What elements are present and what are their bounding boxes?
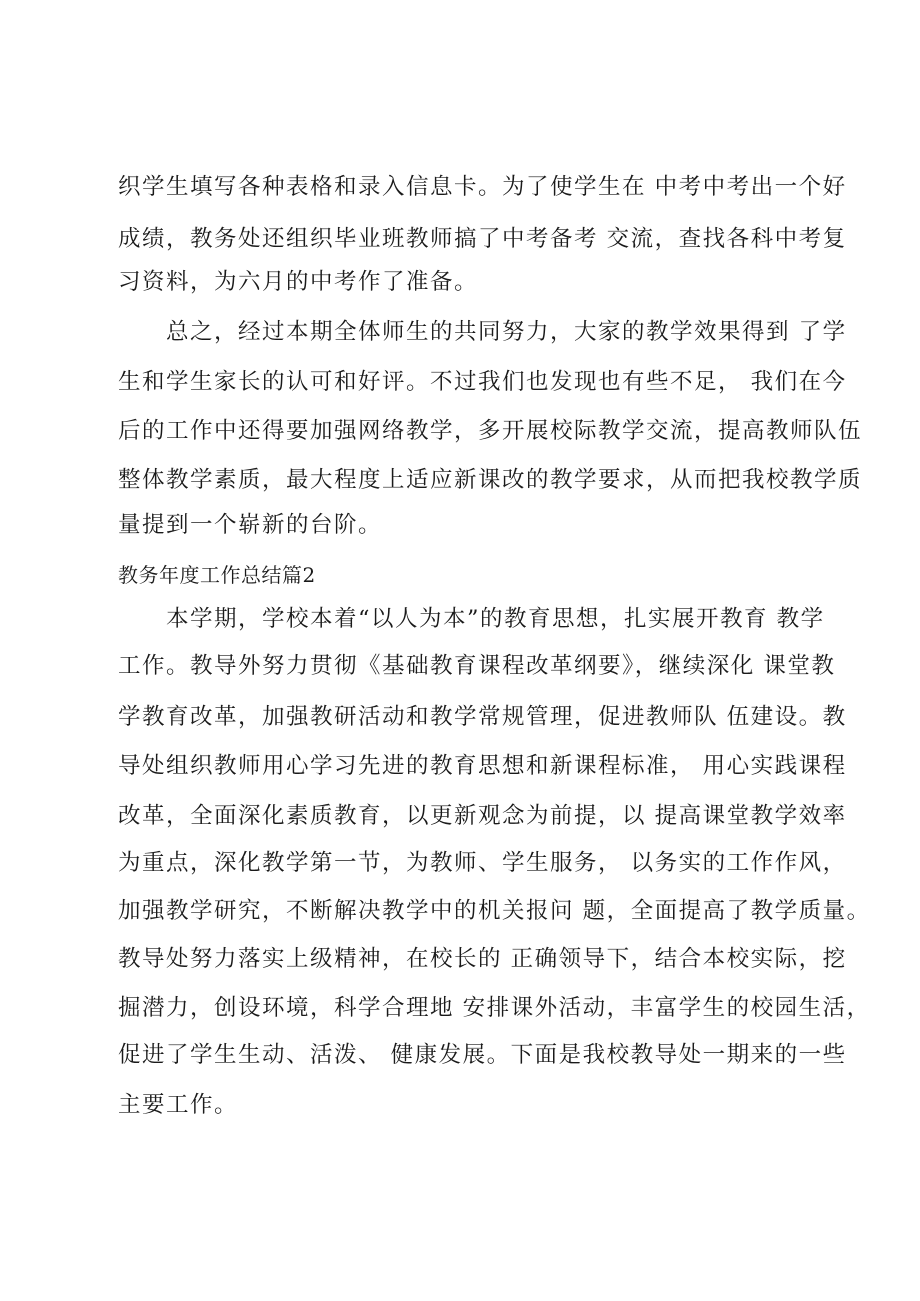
section-heading: 教务年度工作总结篇2 [118, 563, 316, 587]
text-line: 工作。教导外努力贯彻《基础教育课程改革纲要》，继续深化 课堂教 [118, 653, 836, 679]
text-line: 导处组织教师用心学习先进的教育思想和新课程标准， 用心实践课程 [118, 753, 847, 779]
text-line: 学教育改革，加强教研活动和教学常规管理，促进教师队 伍建设。教 [118, 704, 847, 730]
text-line: 促进了学生生动、活泼、 健康发展。下面是我校教导处一期来的一些 [118, 1042, 847, 1068]
text-line: 成绩，教务处还组织毕业班教师搞了中考备考 交流，查找各科中考复 [118, 226, 847, 252]
text-line: 改革，全面深化素质教育，以更新观念为前提，以 提高课堂教学效率 [118, 803, 847, 829]
text-line: 主要工作。 [118, 1092, 239, 1118]
text-line: 掘潜力，创设环境，科学合理地 安排课外活动，丰富学生的校园生活， [118, 995, 871, 1021]
text-line: 后的工作中还得要加强网络教学，多开展校际教学交流，提高教师队伍 [118, 418, 863, 444]
text-line: 量提到一个崭新的台阶。 [118, 512, 383, 538]
text-line: 为重点，深化教学第一节，为教师、学生服务， 以务实的工作作风， [118, 850, 847, 876]
text-line: 生和学生家长的认可和好评。不过我们也发现也有些不足， 我们在今 [118, 369, 847, 395]
text-line: 加强教学研究，不断解决教学中的机关报问 题，全面提高了教学质量。 [118, 898, 871, 924]
text-line: 织学生填写各种表格和录入信息卡。为了使学生在 中考中考出一个好 [118, 174, 847, 200]
text-line: 教导处努力落实上级精神，在校长的 正确领导下，结合本校实际，挖 [118, 946, 847, 972]
text-line: 习资料，为六月的中考作了准备。 [118, 269, 479, 295]
text-line: 整体教学素质，最大程度上适应新课改的教学要求，从而把我校教学质 [118, 467, 863, 493]
paragraph-start-line: 本学期，学校本着“以人为本”的教育思想，扎实展开教育 教学 [166, 606, 825, 632]
paragraph-start-line: 总之，经过本期全体师生的共同努力，大家的教学效果得到 了学 [166, 319, 847, 345]
